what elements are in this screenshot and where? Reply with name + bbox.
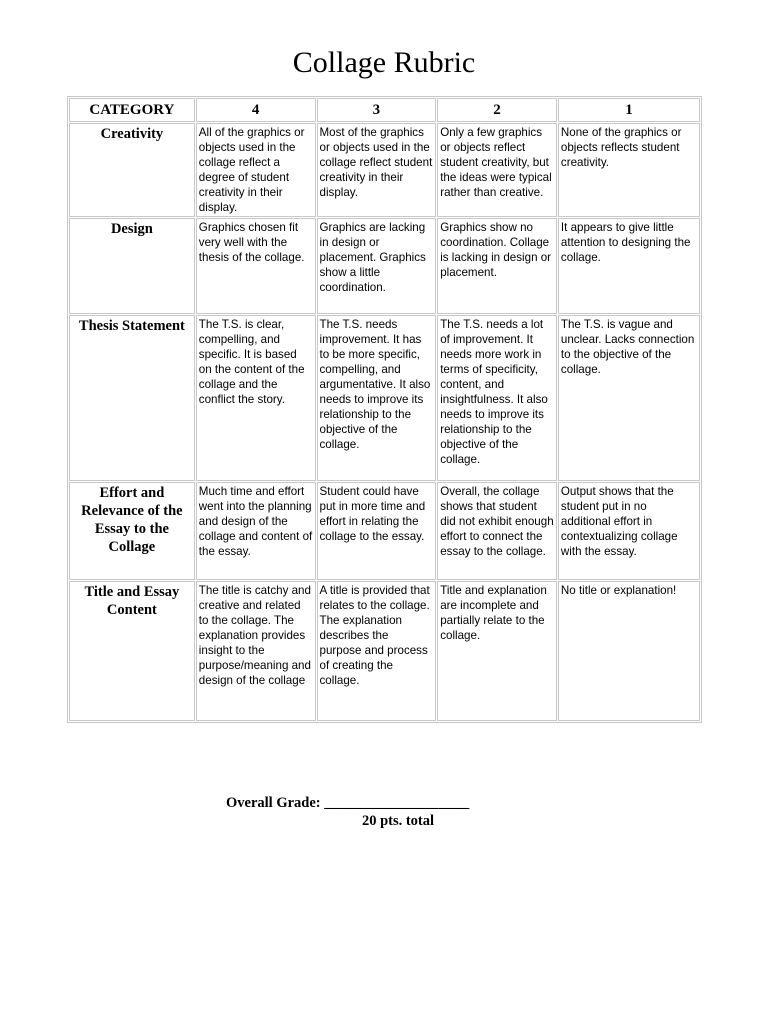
criteria-cell: Much time and effort went into the planning and design of the collage and content of the essay. [196, 482, 316, 580]
criteria-cell: The T.S. is clear, compelling, and specific. It is based on the content of the collage and the conflict the story. [196, 315, 316, 481]
category-cell: Effort and Relevance of the Essay to the Collage [69, 482, 195, 580]
category-cell: Title and Essay Content [69, 581, 195, 721]
criteria-cell: The T.S. needs improvement. It has to be more specific, compelling, and argumentative. It also needs to improve its relationship to the objective of the collage. [317, 315, 437, 481]
criteria-cell: All of the graphics or objects used in the collage reflect a degree of student creativity in their display. [196, 123, 316, 217]
table-row [69, 218, 700, 314]
rubric-table [67, 96, 702, 723]
header-row [69, 98, 700, 122]
criteria-cell: Most of the graphics or objects used in the collage reflect student creativity in their display. [317, 123, 437, 217]
header-category: CATEGORY [69, 98, 195, 122]
criteria-cell: Only a few graphics or objects reflect student creativity, but the ideas were typical rather than creative. [437, 123, 557, 217]
criteria-cell: The T.S. is vague and unclear. Lacks connection to the objective of the collage. [558, 315, 700, 481]
category-cell: Creativity [69, 123, 195, 217]
criteria-cell: It appears to give little attention to designing the collage. [558, 218, 700, 314]
criteria-cell: None of the graphics or objects reflects student creativity. [558, 123, 700, 217]
table-row [69, 581, 700, 721]
criteria-cell: No title or explanation! [558, 581, 700, 721]
criteria-cell: Output shows that the student put in no additional effort in contextualizing collage with the essay. [558, 482, 700, 580]
points-total: 20 pts. total [361, 813, 435, 829]
table-row [69, 315, 700, 481]
criteria-cell: Student could have put in more time and effort in relating the collage to the essay. [317, 482, 437, 580]
header-score-2: 2 [437, 98, 557, 122]
header-score-1: 1 [558, 98, 700, 122]
criteria-cell: A title is provided that relates to the collage. The explanation describes the purpose and process of creating the collage. [317, 581, 437, 721]
criteria-cell: Title and explanation are incomplete and partially relate to the collage. [437, 581, 557, 721]
criteria-cell: Overall, the collage shows that student did not exhibit enough effort to connect the essay to the collage. [437, 482, 557, 580]
category-cell: Thesis Statement [69, 315, 195, 481]
page-title: Collage Rubric [292, 46, 476, 79]
criteria-cell: Graphics are lacking in design or placement. Graphics show a little coordination. [317, 218, 437, 314]
overall-grade-line: Overall Grade: ____________________ [226, 795, 470, 811]
header-score-3: 3 [317, 98, 437, 122]
table-row [69, 482, 700, 580]
criteria-cell: The title is catchy and creative and related to the collage. The explanation provides insight to the purpose/meaning and design of the collage [196, 581, 316, 721]
criteria-cell: Graphics chosen fit very well with the thesis of the collage. [196, 218, 316, 314]
criteria-cell: Graphics show no coordination. Collage is lacking in design or placement. [437, 218, 557, 314]
table-row [69, 123, 700, 217]
criteria-cell: The T.S. needs a lot of improvement. It needs more work in terms of specificity, content, and insightfulness. It also needs to improve its relationship to the objective of the collage. [437, 315, 557, 481]
header-score-4: 4 [196, 98, 316, 122]
category-cell: Design [69, 218, 195, 314]
